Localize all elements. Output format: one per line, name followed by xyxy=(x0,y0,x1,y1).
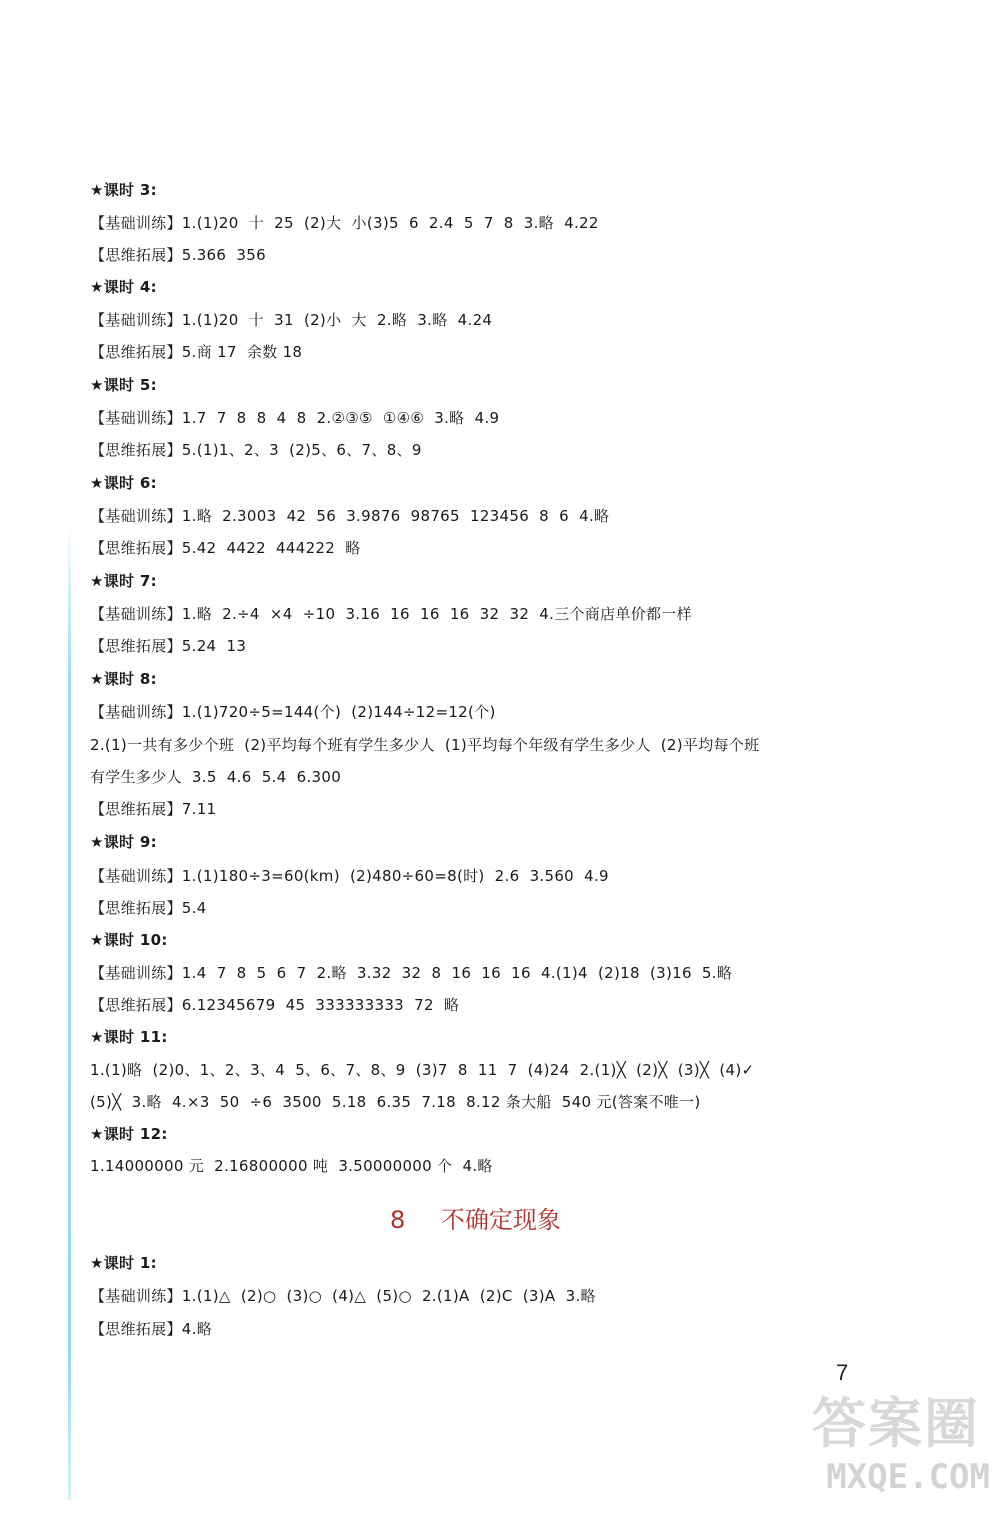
watermark-bottom-text: MXQE.COM xyxy=(826,1457,990,1497)
chapter-number: 8 xyxy=(390,1206,406,1234)
lesson-heading-12: ★课时 12: xyxy=(90,1125,168,1143)
lesson-heading-6: ★课时 6: xyxy=(90,474,157,492)
watermark-logo xyxy=(810,1381,990,1501)
answer-line-extend-4: 【思维拓展】5.商 17 余数 18 xyxy=(90,343,303,361)
answer-line-basic-8-cont: 2.(1)一共有多少个班 (2)平均每个班有学生多少人 (1)平均每个年级有学生多少人 (2)平均每个班 xyxy=(90,736,760,754)
answer-line-basic-5: 【基础训练】1.7 7 8 8 4 8 2.②③⑤ ①④⑥ 3.略 4.9 xyxy=(90,409,500,427)
lesson-heading-7: ★课时 7: xyxy=(90,572,157,590)
answer-line-basic-3: 【基础训练】1.(1)20 十 25 (2)大 小(3)5 6 2.4 5 7 8 3.略 4.22 xyxy=(90,214,599,232)
chapter8-lesson-heading-1: ★课时 1: xyxy=(90,1254,157,1272)
page-number: 7 xyxy=(836,1360,849,1385)
left-margin-rule xyxy=(68,520,71,1500)
answer-line-extend-10: 【思维拓展】6.12345679 45 333333333 72 略 xyxy=(90,996,460,1014)
answer-line-basic-6: 【基础训练】1.略 2.3003 42 56 3.9876 98765 123456 8 6 4.略 xyxy=(90,507,610,525)
answer-line-12: 1.14000000 元 2.16800000 吨 3.50000000 个 4.略 xyxy=(90,1157,493,1175)
answer-line-11-cont: (5)╳ 3.略 4.×3 50 ÷6 3500 5.18 6.35 7.18 8.12 条大船 540 元(答案不唯一) xyxy=(90,1093,701,1111)
lesson-heading-4: ★课时 4: xyxy=(90,278,157,296)
answer-line-basic-8: 【基础训练】1.(1)720÷5=144(个) (2)144÷12=12(个) xyxy=(90,703,496,721)
answer-line-11: 1.(1)略 (2)0、1、2、3、4 5、6、7、8、9 (3)7 8 11 7 (4)24 2.(1)╳ (2)╳ (3)╳ (4)✓ xyxy=(90,1061,755,1079)
answer-line-extend-7: 【思维拓展】5.24 13 xyxy=(90,637,247,655)
answer-line-extend-5: 【思维拓展】5.(1)1、2、3 (2)5、6、7、8、9 xyxy=(90,441,422,459)
lesson-heading-9: ★课时 9: xyxy=(90,833,157,851)
lesson-heading-11: ★课时 11: xyxy=(90,1028,168,1046)
watermark-top-text: 答案圈 xyxy=(812,1392,980,1455)
answer-line-basic-8-cont2: 有学生多少人 3.5 4.6 5.4 6.300 xyxy=(90,768,342,786)
answer-line-basic-7: 【基础训练】1.略 2.÷4 ×4 ÷10 3.16 16 16 16 32 32 4.三个商店单价都一样 xyxy=(90,605,692,623)
answer-line-basic-9: 【基础训练】1.(1)180÷3=60(km) (2)480÷60=8(时) 2.6 3.560 4.9 xyxy=(90,867,609,885)
answer-line-basic-10: 【基础训练】1.4 7 8 5 6 7 2.略 3.32 32 8 16 16 16 4.(1)4 (2)18 (3)16 5.略 xyxy=(90,964,733,982)
chapter8-answer-extend-1: 【思维拓展】4.略 xyxy=(90,1320,213,1338)
lesson-heading-10: ★课时 10: xyxy=(90,931,168,949)
answer-line-extend-8: 【思维拓展】7.11 xyxy=(90,800,217,818)
lesson-heading-8: ★课时 8: xyxy=(90,670,157,688)
chapter8-answer-basic-1: 【基础训练】1.(1)△ (2)○ (3)○ (4)△ (5)○ 2.(1)A (2)C (3)A 3.略 xyxy=(90,1287,596,1305)
chapter-heading xyxy=(390,1200,561,1235)
chapter-title: 不确定现象 xyxy=(440,1206,561,1234)
lesson-heading-5: ★课时 5: xyxy=(90,376,157,394)
answer-line-extend-3: 【思维拓展】5.366 356 xyxy=(90,246,266,264)
answer-line-basic-4: 【基础训练】1.(1)20 十 31 (2)小 大 2.略 3.略 4.24 xyxy=(90,311,493,329)
lesson-heading-3: ★课时 3: xyxy=(90,181,157,199)
answer-line-extend-6: 【思维拓展】5.42 4422 444222 略 xyxy=(90,539,361,557)
answer-line-extend-9: 【思维拓展】5.4 xyxy=(90,899,207,917)
